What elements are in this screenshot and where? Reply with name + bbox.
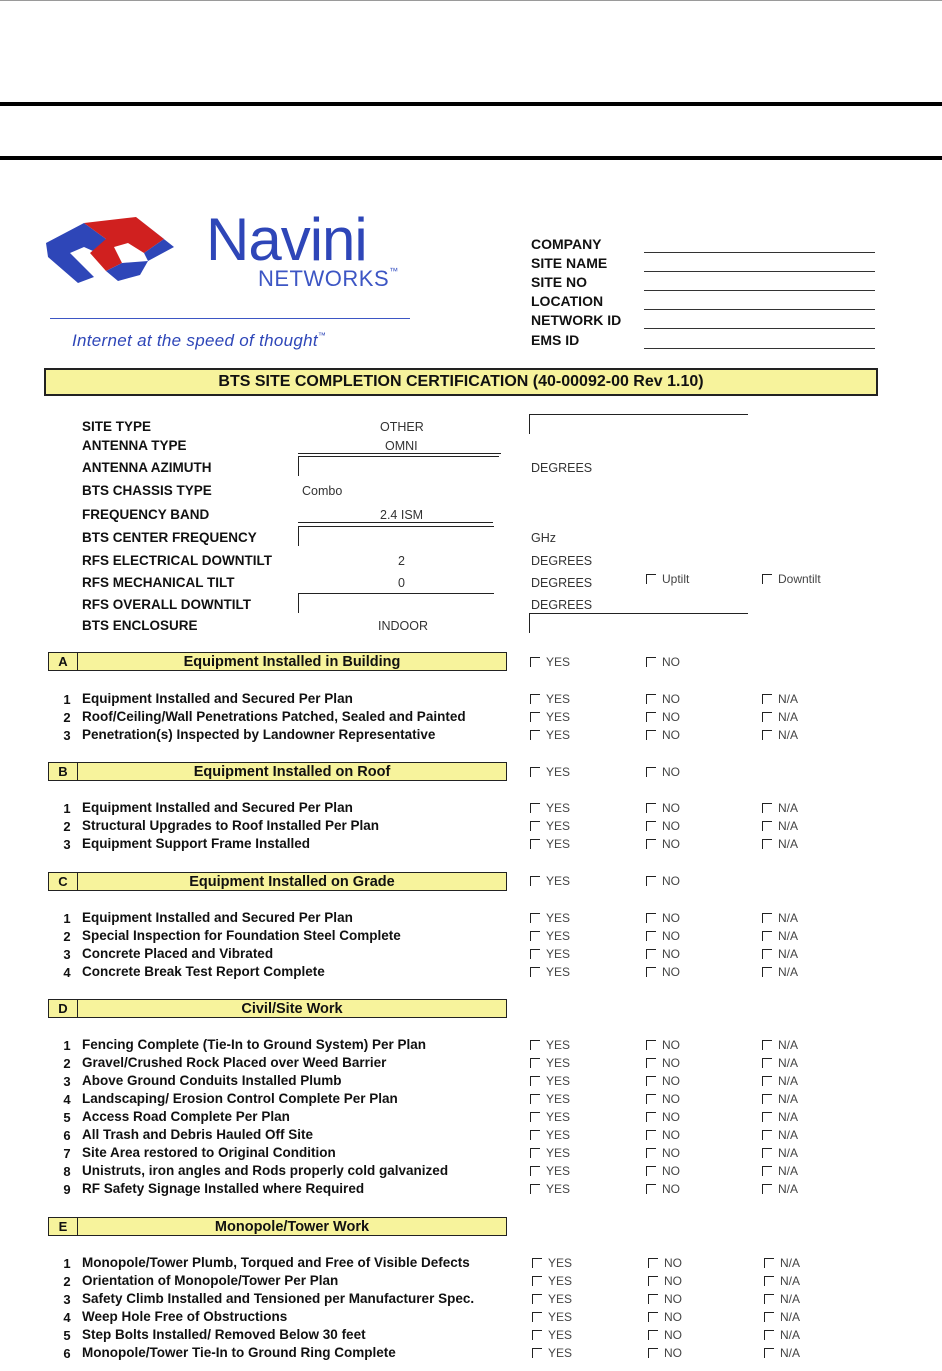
section-c-yes[interactable]: YES xyxy=(530,874,570,888)
yes-checkbox[interactable]: YES xyxy=(532,1328,572,1342)
network-id-label: NETWORK ID xyxy=(531,312,622,328)
checkbox-icon xyxy=(762,839,772,849)
item-number: 1 xyxy=(63,911,71,926)
center-freq-unit: GHz xyxy=(531,531,556,545)
location-field[interactable] xyxy=(644,309,875,310)
checkbox-icon xyxy=(646,1184,656,1194)
checkbox-icon xyxy=(764,1330,774,1340)
site-no-label: SITE NO xyxy=(531,274,588,290)
checkbox-icon xyxy=(530,1040,540,1050)
checkbox-icon xyxy=(532,1312,542,1322)
no-checkbox[interactable]: NO xyxy=(646,837,680,851)
section-a-yes[interactable]: YES xyxy=(530,655,570,669)
checkbox-icon xyxy=(764,1276,774,1286)
no-checkbox[interactable]: NO xyxy=(646,947,680,961)
antenna-azimuth-field[interactable] xyxy=(298,456,499,476)
section-a-no[interactable]: NO xyxy=(646,655,680,669)
checkbox-icon xyxy=(530,967,540,977)
item-number: 1 xyxy=(63,1038,71,1053)
no-checkbox[interactable]: NO xyxy=(648,1310,682,1324)
antenna-azimuth-unit: DEGREES xyxy=(531,461,593,475)
checkbox-icon xyxy=(648,1276,658,1286)
company-field[interactable] xyxy=(644,252,875,253)
na-checkbox[interactable]: N/A xyxy=(762,1182,798,1196)
item-label: Above Ground Conduits Installed Plumb xyxy=(82,1073,342,1088)
no-checkbox[interactable]: NO xyxy=(646,801,680,815)
item-label: Concrete Break Test Report Complete xyxy=(82,964,325,979)
item-number: 4 xyxy=(63,965,71,980)
header-rule-lower xyxy=(0,156,942,160)
mech-tilt-value[interactable]: 0 xyxy=(398,576,405,590)
item-label: Step Bolts Installed/ Removed Below 30 feet xyxy=(82,1327,366,1342)
yes-checkbox[interactable]: YES xyxy=(532,1256,572,1270)
checkbox-icon xyxy=(648,1294,658,1304)
checkbox-icon xyxy=(530,821,540,831)
checkbox-icon xyxy=(646,657,656,667)
na-checkbox[interactable]: N/A xyxy=(762,710,798,724)
site-type-other-field[interactable] xyxy=(529,414,748,434)
brand-sub: NETWORKS™ xyxy=(258,266,399,291)
checkbox-icon xyxy=(530,657,540,667)
item-label: Equipment Installed and Secured Per Plan xyxy=(82,910,353,925)
yes-checkbox[interactable]: YES xyxy=(530,965,570,979)
overall-tilt-label: RFS OVERALL DOWNTILT xyxy=(82,597,251,612)
na-checkbox[interactable]: N/A xyxy=(762,1128,798,1142)
checkbox-icon xyxy=(762,1058,772,1068)
brand-name: Navini xyxy=(206,206,367,273)
item-number: 6 xyxy=(63,1346,71,1361)
checkbox-icon xyxy=(646,931,656,941)
checkbox-icon xyxy=(532,1276,542,1286)
checkbox-icon xyxy=(762,1148,772,1158)
checkbox-icon xyxy=(646,1094,656,1104)
yes-checkbox[interactable]: YES xyxy=(530,1128,570,1142)
checkbox-icon xyxy=(530,730,540,740)
checkbox-icon xyxy=(762,712,772,722)
na-checkbox[interactable]: N/A xyxy=(762,929,798,943)
navini-logo-mark-icon xyxy=(44,213,176,285)
checkbox-icon xyxy=(530,803,540,813)
no-checkbox[interactable]: NO xyxy=(646,1092,680,1106)
item-number: 3 xyxy=(63,1074,71,1089)
ems-id-field[interactable] xyxy=(644,348,875,349)
na-checkbox[interactable]: N/A xyxy=(762,801,798,815)
overall-tilt-unit: DEGREES xyxy=(531,598,593,612)
checkbox-icon xyxy=(646,1130,656,1140)
freq-band-underline xyxy=(298,522,493,523)
checkbox-icon xyxy=(762,1040,772,1050)
no-checkbox[interactable]: NO xyxy=(646,911,680,925)
checkbox-icon xyxy=(646,803,656,813)
item-number: 3 xyxy=(63,1292,71,1307)
no-checkbox[interactable]: NO xyxy=(646,710,680,724)
checkbox-icon xyxy=(764,1312,774,1322)
yes-checkbox[interactable]: YES xyxy=(530,837,570,851)
item-number: 3 xyxy=(63,728,71,743)
checkbox-icon xyxy=(762,1130,772,1140)
checkbox-icon xyxy=(762,931,772,941)
checkbox-icon xyxy=(530,1184,540,1194)
checkbox-icon xyxy=(532,1294,542,1304)
no-checkbox[interactable]: NO xyxy=(648,1256,682,1270)
yes-checkbox[interactable]: YES xyxy=(530,819,570,833)
antenna-azimuth-label: ANTENNA AZIMUTH xyxy=(82,460,212,475)
overall-tilt-field[interactable] xyxy=(298,593,494,613)
checkbox-icon xyxy=(646,1112,656,1122)
elec-tilt-unit: DEGREES xyxy=(531,554,593,568)
yes-checkbox[interactable]: YES xyxy=(530,801,570,815)
na-checkbox[interactable]: N/A xyxy=(762,947,798,961)
section-c-no[interactable]: NO xyxy=(646,874,680,888)
checkbox-icon xyxy=(646,730,656,740)
item-label: Equipment Installed and Secured Per Plan xyxy=(82,691,353,706)
checkbox-icon xyxy=(530,1130,540,1140)
section-e-letter: E xyxy=(48,1217,78,1236)
antenna-type-value[interactable]: OMNI xyxy=(385,439,418,453)
yes-checkbox[interactable]: YES xyxy=(530,710,570,724)
checkbox-icon xyxy=(762,694,772,704)
yes-checkbox[interactable]: YES xyxy=(530,1182,570,1196)
checkbox-icon xyxy=(648,1312,658,1322)
checkbox-icon xyxy=(530,931,540,941)
no-checkbox[interactable]: NO xyxy=(648,1328,682,1342)
item-number: 1 xyxy=(63,692,71,707)
item-label: Equipment Support Frame Installed xyxy=(82,836,311,851)
checkbox-icon xyxy=(530,876,540,886)
section-c-title: Equipment Installed on Grade xyxy=(78,872,507,891)
item-number: 3 xyxy=(63,947,71,962)
item-number: 8 xyxy=(63,1164,71,1179)
yes-checkbox[interactable]: YES xyxy=(530,1164,570,1178)
no-checkbox[interactable]: NO xyxy=(648,1274,682,1288)
header-rule xyxy=(0,102,942,106)
freq-band-label: FREQUENCY BAND xyxy=(82,507,210,522)
item-label: Equipment Installed and Secured Per Plan xyxy=(82,800,353,815)
uptilt-checkbox[interactable]: Uptilt xyxy=(646,572,689,586)
item-label: Safety Climb Installed and Tensioned per Manufacturer Spec. xyxy=(82,1291,475,1306)
na-checkbox[interactable]: N/A xyxy=(764,1310,800,1324)
checkbox-icon xyxy=(646,1076,656,1086)
chassis-value[interactable]: Combo xyxy=(302,484,343,498)
no-checkbox[interactable]: NO xyxy=(648,1346,682,1360)
na-checkbox[interactable]: N/A xyxy=(762,819,798,833)
site-type-label: SITE TYPE xyxy=(82,419,152,434)
na-checkbox[interactable]: N/A xyxy=(764,1292,800,1306)
checkbox-icon xyxy=(646,839,656,849)
yes-checkbox[interactable]: YES xyxy=(530,947,570,961)
item-label: Roof/Ceiling/Wall Penetrations Patched, Sealed and Painted xyxy=(82,709,466,724)
item-number: 2 xyxy=(63,819,71,834)
checkbox-icon xyxy=(646,1058,656,1068)
item-label: Access Road Complete Per Plan xyxy=(82,1109,290,1124)
yes-checkbox[interactable]: YES xyxy=(530,1110,570,1124)
checkbox-icon xyxy=(646,967,656,977)
checkbox-icon xyxy=(530,1166,540,1176)
form-title: BTS SITE COMPLETION CERTIFICATION (40-00092-00 Rev 1.10) xyxy=(44,368,878,396)
checkbox-icon xyxy=(762,913,772,923)
item-number: 2 xyxy=(63,710,71,725)
section-c-letter: C xyxy=(48,872,78,891)
checkbox-icon xyxy=(530,1148,540,1158)
na-checkbox[interactable]: N/A xyxy=(762,692,798,706)
item-label: Structural Upgrades to Roof Installed Per Plan xyxy=(82,818,380,833)
yes-checkbox[interactable]: YES xyxy=(530,1056,570,1070)
checkbox-icon xyxy=(762,730,772,740)
company-label: COMPANY xyxy=(531,236,602,252)
checkbox-icon xyxy=(762,967,772,977)
checkbox-icon xyxy=(530,949,540,959)
checkbox-icon xyxy=(530,1094,540,1104)
checkbox-icon xyxy=(532,1258,542,1268)
yes-checkbox[interactable]: YES xyxy=(530,1092,570,1106)
antenna-type-underline xyxy=(298,453,501,454)
checkbox-icon xyxy=(762,1184,772,1194)
enclosure-value[interactable]: INDOOR xyxy=(378,619,428,633)
yes-checkbox[interactable]: YES xyxy=(532,1310,572,1324)
checkbox-icon xyxy=(646,574,656,584)
checkbox-icon xyxy=(646,1166,656,1176)
na-checkbox[interactable]: N/A xyxy=(762,1146,798,1160)
site-no-field[interactable] xyxy=(644,290,875,291)
checkbox-icon xyxy=(530,712,540,722)
no-checkbox[interactable]: NO xyxy=(646,965,680,979)
checkbox-icon xyxy=(530,913,540,923)
checkbox-icon xyxy=(762,949,772,959)
checkbox-icon xyxy=(762,574,772,584)
mech-tilt-unit: DEGREES xyxy=(531,576,593,590)
no-checkbox[interactable]: NO xyxy=(646,929,680,943)
location-label: LOCATION xyxy=(531,293,604,309)
checkbox-icon xyxy=(646,694,656,704)
na-checkbox[interactable]: N/A xyxy=(762,1056,798,1070)
na-checkbox[interactable]: N/A xyxy=(764,1274,800,1288)
item-number: 2 xyxy=(63,1274,71,1289)
yes-checkbox[interactable]: YES xyxy=(530,692,570,706)
na-checkbox[interactable]: N/A xyxy=(762,911,798,925)
checkbox-icon xyxy=(648,1330,658,1340)
na-checkbox[interactable]: N/A xyxy=(762,965,798,979)
checkbox-icon xyxy=(762,1094,772,1104)
checkbox-icon xyxy=(646,949,656,959)
tagline: Internet at the speed of thought™ xyxy=(72,331,327,350)
center-freq-field[interactable] xyxy=(298,526,494,546)
elec-tilt-value[interactable]: 2 xyxy=(398,554,405,568)
yes-checkbox[interactable]: YES xyxy=(530,1074,570,1088)
checkbox-icon xyxy=(764,1258,774,1268)
checkbox-icon xyxy=(530,1076,540,1086)
checkbox-icon xyxy=(762,821,772,831)
item-label: Unistruts, iron angles and Rods properly cold galvanized xyxy=(82,1163,449,1178)
ems-id-label: EMS ID xyxy=(531,332,580,348)
checkbox-icon xyxy=(646,876,656,886)
yes-checkbox[interactable]: YES xyxy=(530,1146,570,1160)
no-checkbox[interactable]: NO xyxy=(646,1164,680,1178)
item-number: 4 xyxy=(63,1310,71,1325)
enclosure-other-field[interactable] xyxy=(529,613,748,633)
antenna-type-label: ANTENNA TYPE xyxy=(82,438,187,453)
item-label: All Trash and Debris Hauled Off Site xyxy=(82,1127,314,1142)
section-a-letter: A xyxy=(48,652,78,671)
site-type-value[interactable]: OTHER xyxy=(380,420,424,434)
chassis-label: BTS CHASSIS TYPE xyxy=(82,483,212,498)
section-b-no[interactable]: NO xyxy=(646,765,680,779)
site-name-field[interactable] xyxy=(644,271,875,272)
na-checkbox[interactable]: N/A xyxy=(764,1256,800,1270)
na-checkbox[interactable]: N/A xyxy=(762,728,798,742)
checkbox-icon xyxy=(646,913,656,923)
checkbox-icon xyxy=(762,1076,772,1086)
freq-band-value[interactable]: 2.4 ISM xyxy=(380,508,424,522)
no-checkbox[interactable]: NO xyxy=(646,1182,680,1196)
section-a-title: Equipment Installed in Building xyxy=(78,652,507,671)
item-number: 2 xyxy=(63,1056,71,1071)
no-checkbox[interactable]: NO xyxy=(646,819,680,833)
checkbox-icon xyxy=(530,767,540,777)
section-d-title: Civil/Site Work xyxy=(78,999,507,1018)
checkbox-icon xyxy=(646,767,656,777)
na-checkbox[interactable]: N/A xyxy=(762,1092,798,1106)
item-number: 5 xyxy=(63,1110,71,1125)
checkbox-icon xyxy=(646,1040,656,1050)
mech-tilt-label: RFS MECHANICAL TILT xyxy=(82,575,235,590)
item-number: 6 xyxy=(63,1128,71,1143)
na-checkbox[interactable]: N/A xyxy=(762,1164,798,1178)
no-checkbox[interactable]: NO xyxy=(646,1146,680,1160)
checkbox-icon xyxy=(646,821,656,831)
no-checkbox[interactable]: NO xyxy=(646,1110,680,1124)
checkbox-icon xyxy=(530,1112,540,1122)
item-label: Fencing Complete (Tie-In to Ground System) Per Plan xyxy=(82,1037,427,1052)
checkbox-icon xyxy=(648,1348,658,1358)
item-label: Penetration(s) Inspected by Landowner Representative xyxy=(82,727,436,742)
checkbox-icon xyxy=(532,1330,542,1340)
item-label: Monopole/Tower Tie-In to Ground Ring Complete xyxy=(82,1345,396,1360)
no-checkbox[interactable]: NO xyxy=(646,1128,680,1142)
yes-checkbox[interactable]: YES xyxy=(530,728,570,742)
yes-checkbox[interactable]: YES xyxy=(530,1038,570,1052)
section-d-letter: D xyxy=(48,999,78,1018)
checkbox-icon xyxy=(646,1148,656,1158)
yes-checkbox[interactable]: YES xyxy=(530,911,570,925)
checkbox-icon xyxy=(764,1348,774,1358)
item-number: 5 xyxy=(63,1328,71,1343)
no-checkbox[interactable]: NO xyxy=(648,1292,682,1306)
yes-checkbox[interactable]: YES xyxy=(532,1346,572,1360)
section-e-title: Monopole/Tower Work xyxy=(78,1217,507,1236)
item-label: Orientation of Monopole/Tower Per Plan xyxy=(82,1273,339,1288)
checkbox-icon xyxy=(530,839,540,849)
page-top-rule xyxy=(0,0,942,1)
item-label: Weep Hole Free of Obstructions xyxy=(82,1309,288,1324)
checkbox-icon xyxy=(762,1112,772,1122)
checkbox-icon xyxy=(762,803,772,813)
yes-checkbox[interactable]: YES xyxy=(532,1292,572,1306)
item-number: 9 xyxy=(63,1182,71,1197)
item-label: Monopole/Tower Plumb, Torqued and Free of Visible Defects xyxy=(82,1255,470,1270)
item-number: 3 xyxy=(63,837,71,852)
item-label: Concrete Placed and Vibrated xyxy=(82,946,274,961)
na-checkbox[interactable]: N/A xyxy=(762,1074,798,1088)
no-checkbox[interactable]: NO xyxy=(646,1038,680,1052)
na-checkbox[interactable]: N/A xyxy=(762,1110,798,1124)
na-checkbox[interactable]: N/A xyxy=(764,1328,800,1342)
na-checkbox[interactable]: N/A xyxy=(764,1346,800,1360)
na-checkbox[interactable]: N/A xyxy=(762,837,798,851)
item-label: RF Safety Signage Installed where Required xyxy=(82,1181,365,1196)
item-label: Gravel/Crushed Rock Placed over Weed Barrier xyxy=(82,1055,387,1070)
checkbox-icon xyxy=(762,1166,772,1176)
no-checkbox[interactable]: NO xyxy=(646,1056,680,1070)
checkbox-icon xyxy=(648,1258,658,1268)
no-checkbox[interactable]: NO xyxy=(646,1074,680,1088)
checkbox-icon xyxy=(646,712,656,722)
item-label: Landscaping/ Erosion Control Complete Per Plan xyxy=(82,1091,398,1106)
brand-divider xyxy=(50,318,410,319)
checkbox-icon xyxy=(532,1348,542,1358)
no-checkbox[interactable]: NO xyxy=(646,692,680,706)
item-number: 1 xyxy=(63,1256,71,1271)
item-number: 7 xyxy=(63,1146,71,1161)
center-freq-label: BTS CENTER FREQUENCY xyxy=(82,530,257,545)
section-b-yes[interactable]: YES xyxy=(530,765,570,779)
na-checkbox[interactable]: N/A xyxy=(762,1038,798,1052)
section-b-title: Equipment Installed on Roof xyxy=(78,762,507,781)
elec-tilt-label: RFS ELECTRICAL DOWNTILT xyxy=(82,553,272,568)
yes-checkbox[interactable]: YES xyxy=(532,1274,572,1288)
checkbox-icon xyxy=(764,1294,774,1304)
item-label: Special Inspection for Foundation Steel Complete xyxy=(82,928,401,943)
yes-checkbox[interactable]: YES xyxy=(530,929,570,943)
item-number: 2 xyxy=(63,929,71,944)
no-checkbox[interactable]: NO xyxy=(646,728,680,742)
item-label: Site Area restored to Original Condition xyxy=(82,1145,336,1160)
downtilt-checkbox[interactable]: Downtilt xyxy=(762,572,821,586)
item-number: 4 xyxy=(63,1092,71,1107)
section-b-letter: B xyxy=(48,762,78,781)
item-number: 1 xyxy=(63,801,71,816)
enclosure-label: BTS ENCLOSURE xyxy=(82,618,198,633)
checkbox-icon xyxy=(530,694,540,704)
checkbox-icon xyxy=(530,1058,540,1068)
network-id-field[interactable] xyxy=(644,328,875,329)
site-name-label: SITE NAME xyxy=(531,255,608,271)
